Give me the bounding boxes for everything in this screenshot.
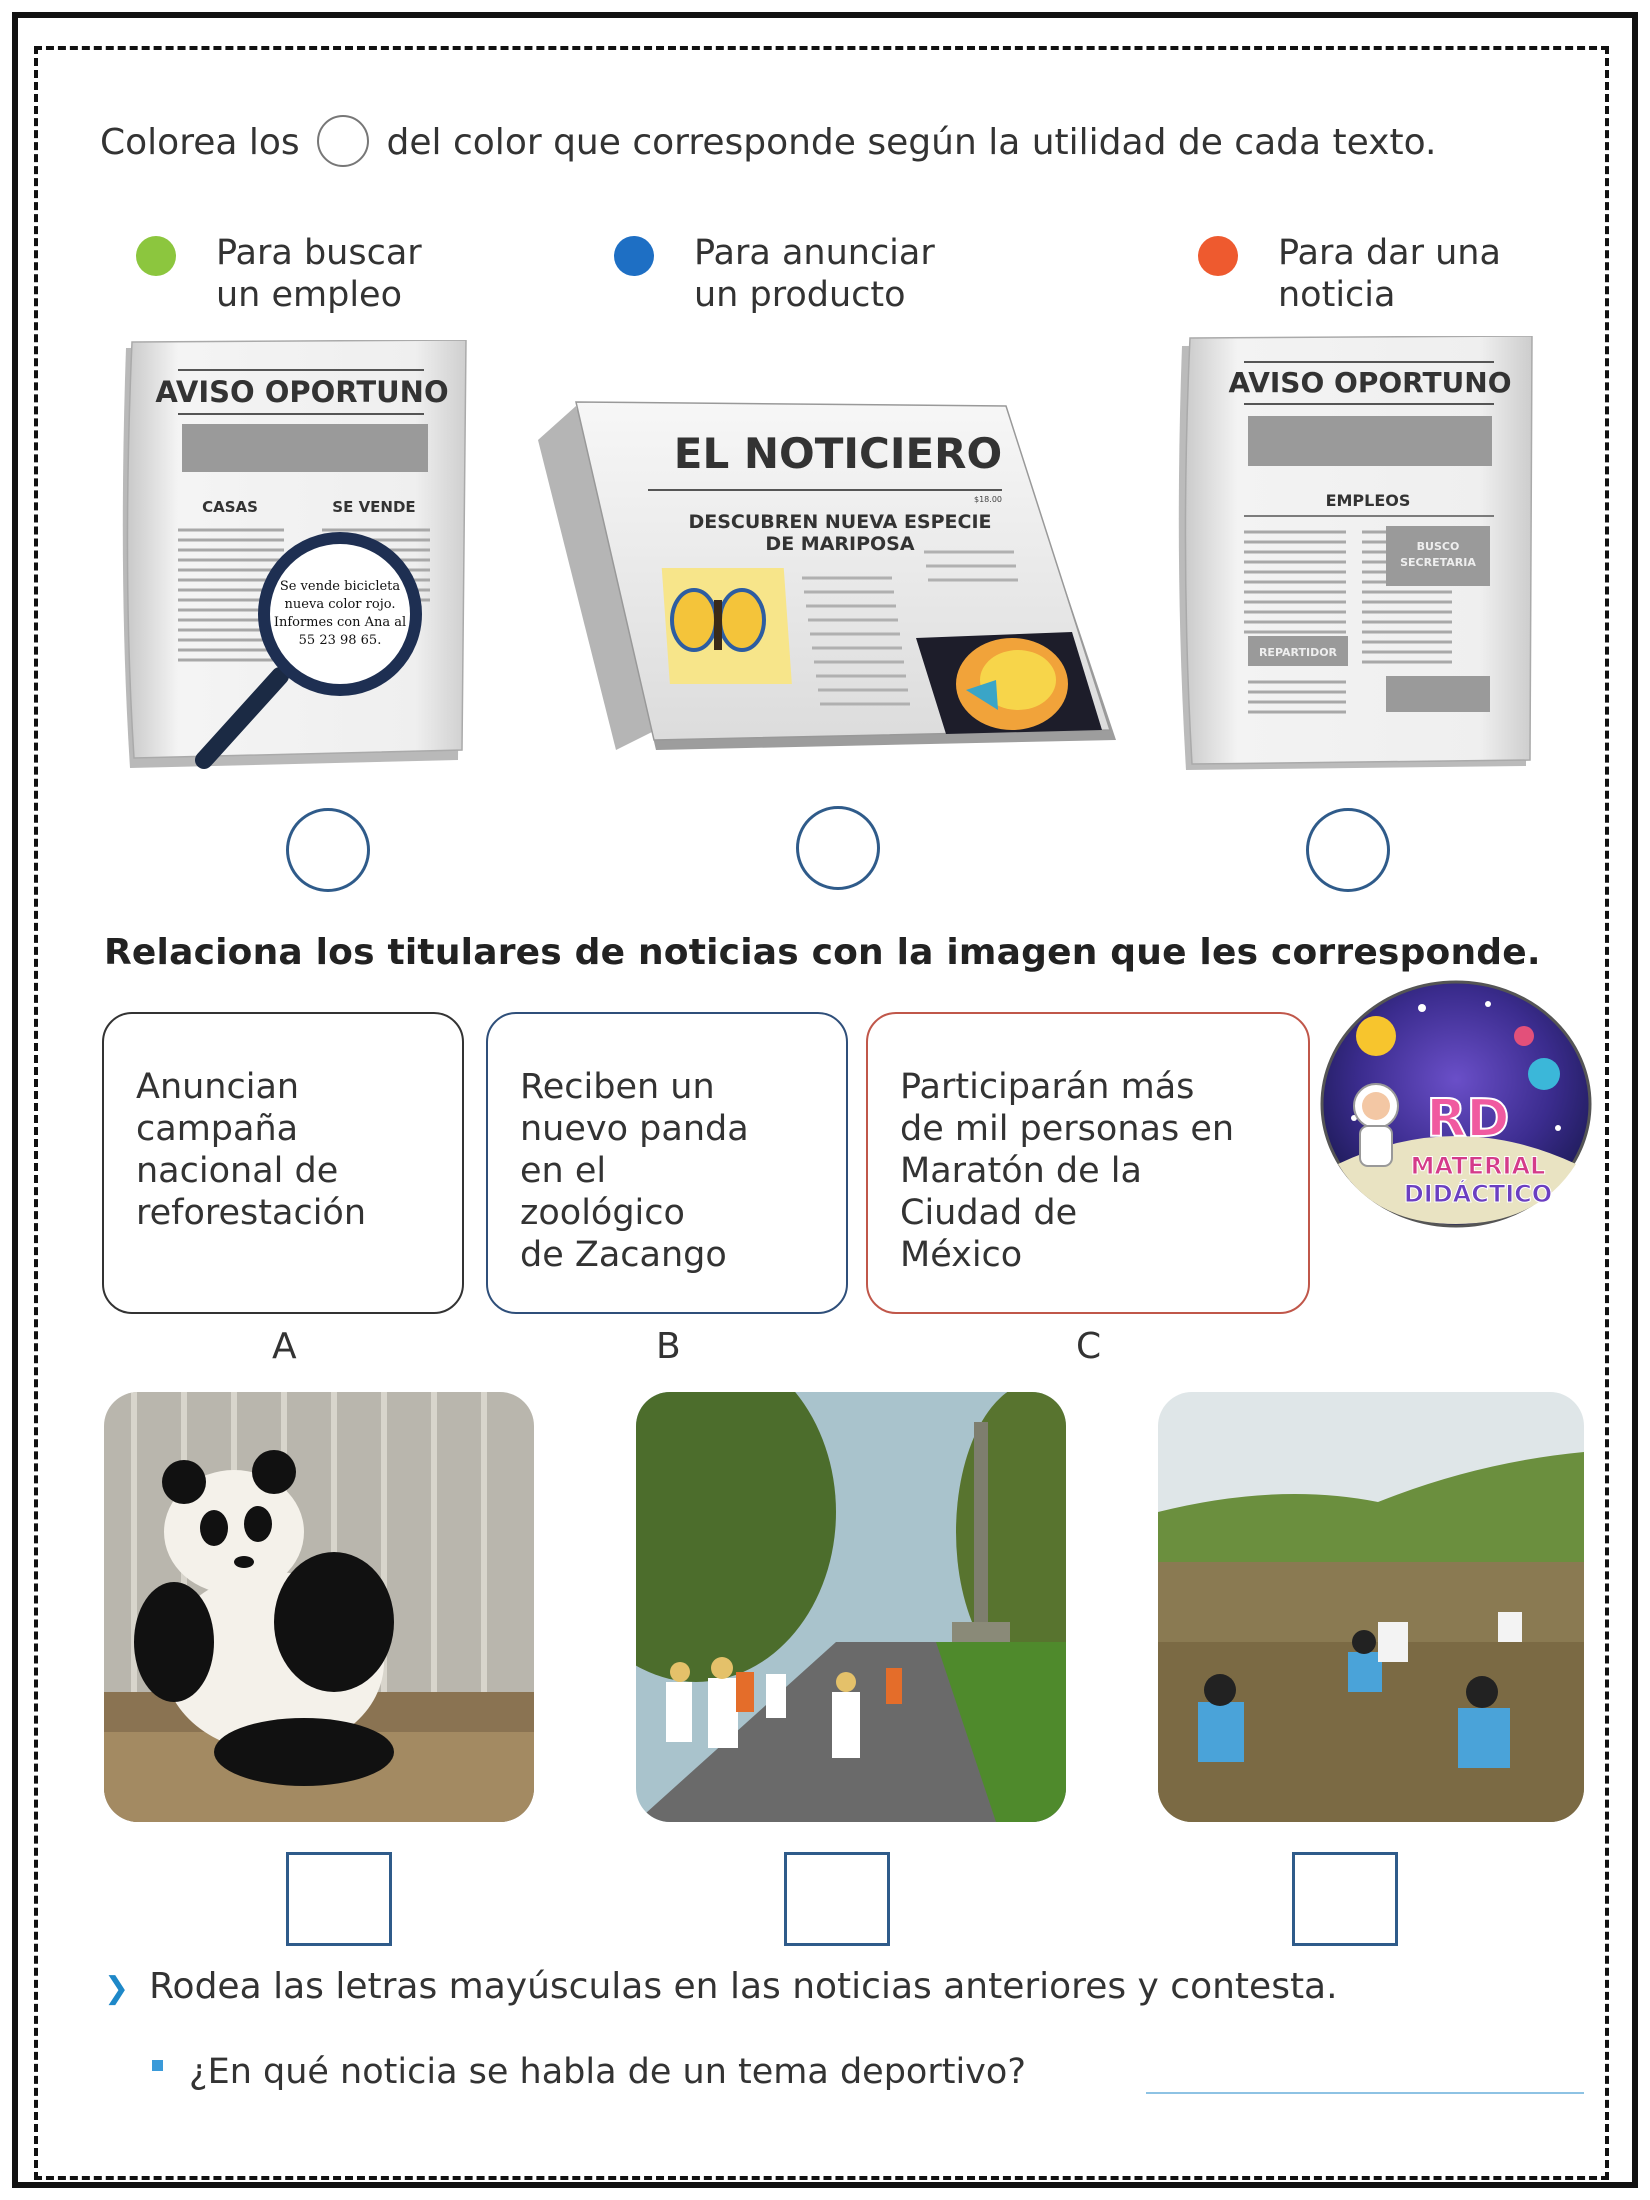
headline-b-line1: Reciben un: [520, 1067, 715, 1107]
paper3-tag-1b: SECRETARIA: [1400, 556, 1476, 569]
answer-box-2[interactable]: [784, 1852, 890, 1946]
instruction-color: [100, 118, 1436, 170]
legend-news-line2: noticia: [1278, 275, 1396, 315]
material-didactico-logo: [1318, 978, 1594, 1230]
monument-column: [974, 1422, 988, 1632]
headline-a-line1: Anuncian: [136, 1067, 300, 1107]
paper1-col-left: CASAS: [202, 498, 258, 516]
answer-box-1[interactable]: [286, 1852, 392, 1946]
question-sports: [152, 2052, 1026, 2092]
empty-circle-icon: [317, 115, 369, 167]
legend-product-line2: un producto: [694, 275, 906, 315]
headline-a-line3: nacional de: [136, 1151, 339, 1191]
reforestation-photo: [1158, 1392, 1584, 1822]
blue-dot-icon: [614, 236, 654, 276]
answer-line[interactable]: [1146, 2092, 1584, 2094]
magnifier-icon: [264, 538, 416, 690]
instruction-relate: Relaciona los titulares de noticias con la imagen que les corresponde.: [104, 932, 1541, 973]
instruction-circle-text: Rodea las letras mayúsculas en las noticias anteriores y contesta.: [149, 1966, 1338, 2007]
headline-box-b: [486, 1012, 848, 1314]
marathon-photo: [636, 1392, 1066, 1822]
headline-c-line3: Maratón de la: [900, 1151, 1142, 1191]
paper2-headline-2: DE MARIPOSA: [765, 533, 915, 555]
paper3-tag-1a: BUSCO: [1416, 540, 1460, 553]
logo-line1: MATERIAL: [1410, 1152, 1546, 1180]
newspaper-classifieds-houses: [112, 340, 472, 820]
newspaper-el-noticiero: [536, 400, 1116, 760]
headline-a-line4: reforestación: [136, 1193, 367, 1233]
logo-line2: DIDÁCTICO: [1403, 1180, 1553, 1208]
paper1-col-right: SE VENDE: [332, 498, 416, 516]
logo-initials: RD: [1426, 1089, 1510, 1149]
bullet-square-icon: [152, 2060, 163, 2071]
headline-b-line4: zoológico: [520, 1193, 685, 1233]
answer-box-3[interactable]: [1292, 1852, 1398, 1946]
ad-line-1: Se vende bicicleta: [279, 579, 401, 594]
paper2-price: $18.00: [974, 495, 1002, 504]
ad-line-4: 55 23 98 65.: [298, 633, 382, 648]
newspaper-classifieds-jobs: [1172, 336, 1534, 772]
paper2-headline-1: DESCUBREN NUEVA ESPECIE: [688, 511, 992, 533]
instruction-color-suffix: del color que corresponde según la utilidad de cada texto.: [386, 122, 1437, 163]
paper3-tag-2: REPARTIDOR: [1258, 646, 1338, 659]
headline-a-line2: campaña: [136, 1109, 299, 1149]
legend-job-line1: Para buscar: [216, 233, 422, 273]
headline-letter-a: A: [272, 1326, 297, 1367]
answer-circle-2[interactable]: [796, 806, 880, 890]
ad-line-3: Informes con Ana al: [273, 615, 407, 630]
question-text: ¿En qué noticia se habla de un tema deportivo?: [189, 2052, 1026, 2092]
headline-letter-b: B: [656, 1326, 681, 1367]
paper3-masthead: AVISO OPORTUNO: [1228, 366, 1512, 399]
headline-b-line5: de Zacango: [520, 1235, 727, 1275]
headline-b-line3: en el: [520, 1151, 607, 1191]
headline-box-a: [102, 1012, 464, 1314]
legend-news-line1: Para dar una: [1278, 233, 1501, 273]
panda-photo: [104, 1392, 534, 1822]
headline-c-line4: Ciudad de: [900, 1193, 1078, 1233]
headline-box-c: [866, 1012, 1310, 1314]
answer-circle-3[interactable]: [1306, 808, 1390, 892]
headline-letter-c: C: [1076, 1326, 1102, 1367]
headline-c-line1: Participarán más: [900, 1067, 1195, 1107]
paper2-masthead: EL NOTICIERO: [673, 429, 1003, 478]
headline-b-line2: nuevo panda: [520, 1109, 749, 1149]
paper1-masthead: AVISO OPORTUNO: [155, 375, 449, 409]
legend-product-line1: Para anunciar: [694, 233, 935, 273]
sun-icon: [1356, 1016, 1396, 1056]
red-dot-icon: [1198, 236, 1238, 276]
headline-c-line2: de mil personas en: [900, 1109, 1235, 1149]
ad-line-2: nueva color rojo.: [284, 597, 396, 612]
legend-job-line2: un empleo: [216, 275, 403, 315]
instruction-circle-capitals: [104, 1966, 1338, 2007]
instruction-color-prefix: Colorea los: [100, 122, 300, 163]
paper3-section: EMPLEOS: [1325, 491, 1411, 510]
chevron-right-icon: ❯: [104, 1971, 130, 2006]
headline-c-line5: México: [900, 1235, 1023, 1275]
answer-circle-1[interactable]: [286, 808, 370, 892]
green-dot-icon: [136, 236, 176, 276]
